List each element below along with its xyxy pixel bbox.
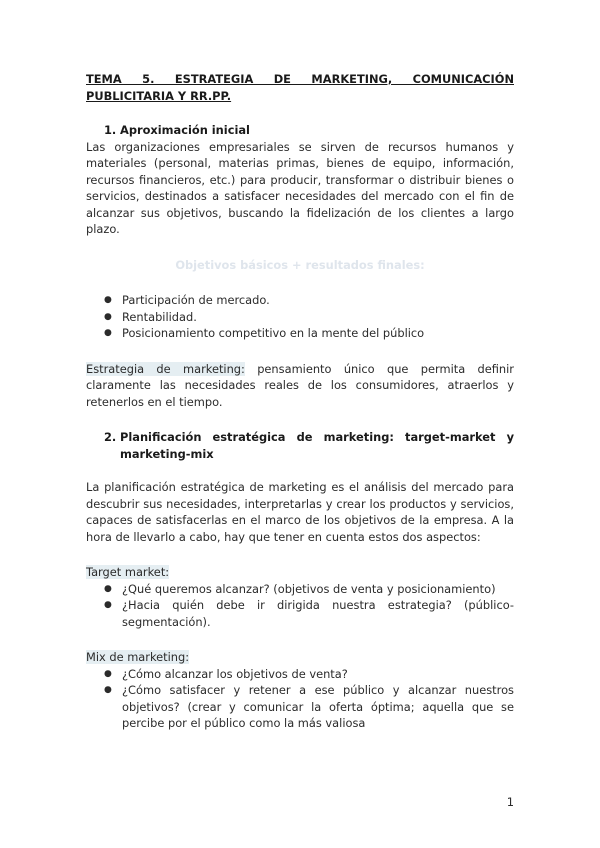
section-1-paragraph: Las organizaciones empresariales se sirven de recursos humanos y materiales (personal, materias primas, bienes de equipo, información, recursos financieros, etc.) para producir, transformar o distribuir bienes o servicios, destinados a satisfacer necesidades del mercado con el fin de alcanzar sus objetivos, buscando la fidelización de los clientes a largo plazo. xyxy=(86,139,514,236)
bullet-icon: ● xyxy=(104,583,112,594)
section-2-paragraph: La planificación estratégica de marketing es el análisis del mercado para descubrir sus necesidades, interpretarlas y crear los productos y servicios, capaces de satisfacerlas en el marco de los objetivos de la empresa. A la hora de llevarlo a cabo, hay que tener en cuenta estos dos aspectos: xyxy=(86,480,514,544)
bullet-icon: ● xyxy=(104,600,112,610)
mix-marketing-label: Mix de marketing: xyxy=(86,650,190,664)
document-title: TEMA 5. ESTRATEGIA DE MARKETING, COMUNICACIÓN PUBLICITARIA Y RR.PP. xyxy=(86,72,514,103)
section-2-number: 2. xyxy=(104,430,117,444)
objectives-list xyxy=(86,292,514,342)
bullet-icon: ● xyxy=(104,668,112,679)
page-content xyxy=(86,71,514,732)
bullet-icon: ● xyxy=(104,328,112,338)
page-number: 1 xyxy=(506,795,514,809)
section-2-title: Planificación estratégica de marketing: target-market y marketing-mix xyxy=(120,430,514,461)
section-1-title: Aproximación inicial xyxy=(120,123,250,137)
list-item: ● ¿Qué queremos alcanzar? (objetivos de venta y posicionamiento) xyxy=(86,581,514,598)
mix-marketing-list xyxy=(86,666,514,732)
target-market-label: Target market: xyxy=(86,565,170,579)
bullet-icon: ● xyxy=(104,685,112,695)
bullet-icon: ● xyxy=(104,311,112,322)
objectives-subtitle: Objetivos básicos + resultados finales: xyxy=(175,257,425,272)
section-1-number: 1. xyxy=(104,123,117,137)
target-market-list xyxy=(86,581,514,631)
list-item: ● Posicionamiento competitivo en la mente del público xyxy=(86,325,514,342)
list-item: ● ¿Hacia quién debe ir dirigida nuestra estrategia? (público-segmentación). xyxy=(86,597,514,630)
bullet-icon: ● xyxy=(104,295,112,305)
strategy-text: pensamiento único que permita definir claramente las necesidades reales de los consumidores, atraerlos y retenerlos en el tiempo. xyxy=(86,361,514,409)
strategy-definition xyxy=(86,361,514,411)
section-1-heading xyxy=(86,122,514,139)
list-item: ● Participación de mercado. xyxy=(86,292,514,309)
section-2-heading xyxy=(86,429,514,462)
list-item: ● ¿Cómo alcanzar los objetivos de venta? xyxy=(86,666,514,683)
strategy-label: Estrategia de marketing: xyxy=(86,361,245,376)
list-item: ● ¿Cómo satisfacer y retener a ese público y alcanzar nuestros objetivos? (crear y comunicar la oferta óptima; aquella que se percibe por el público como la más valiosa xyxy=(86,682,514,732)
list-item: ● Rentabilidad. xyxy=(86,309,514,326)
